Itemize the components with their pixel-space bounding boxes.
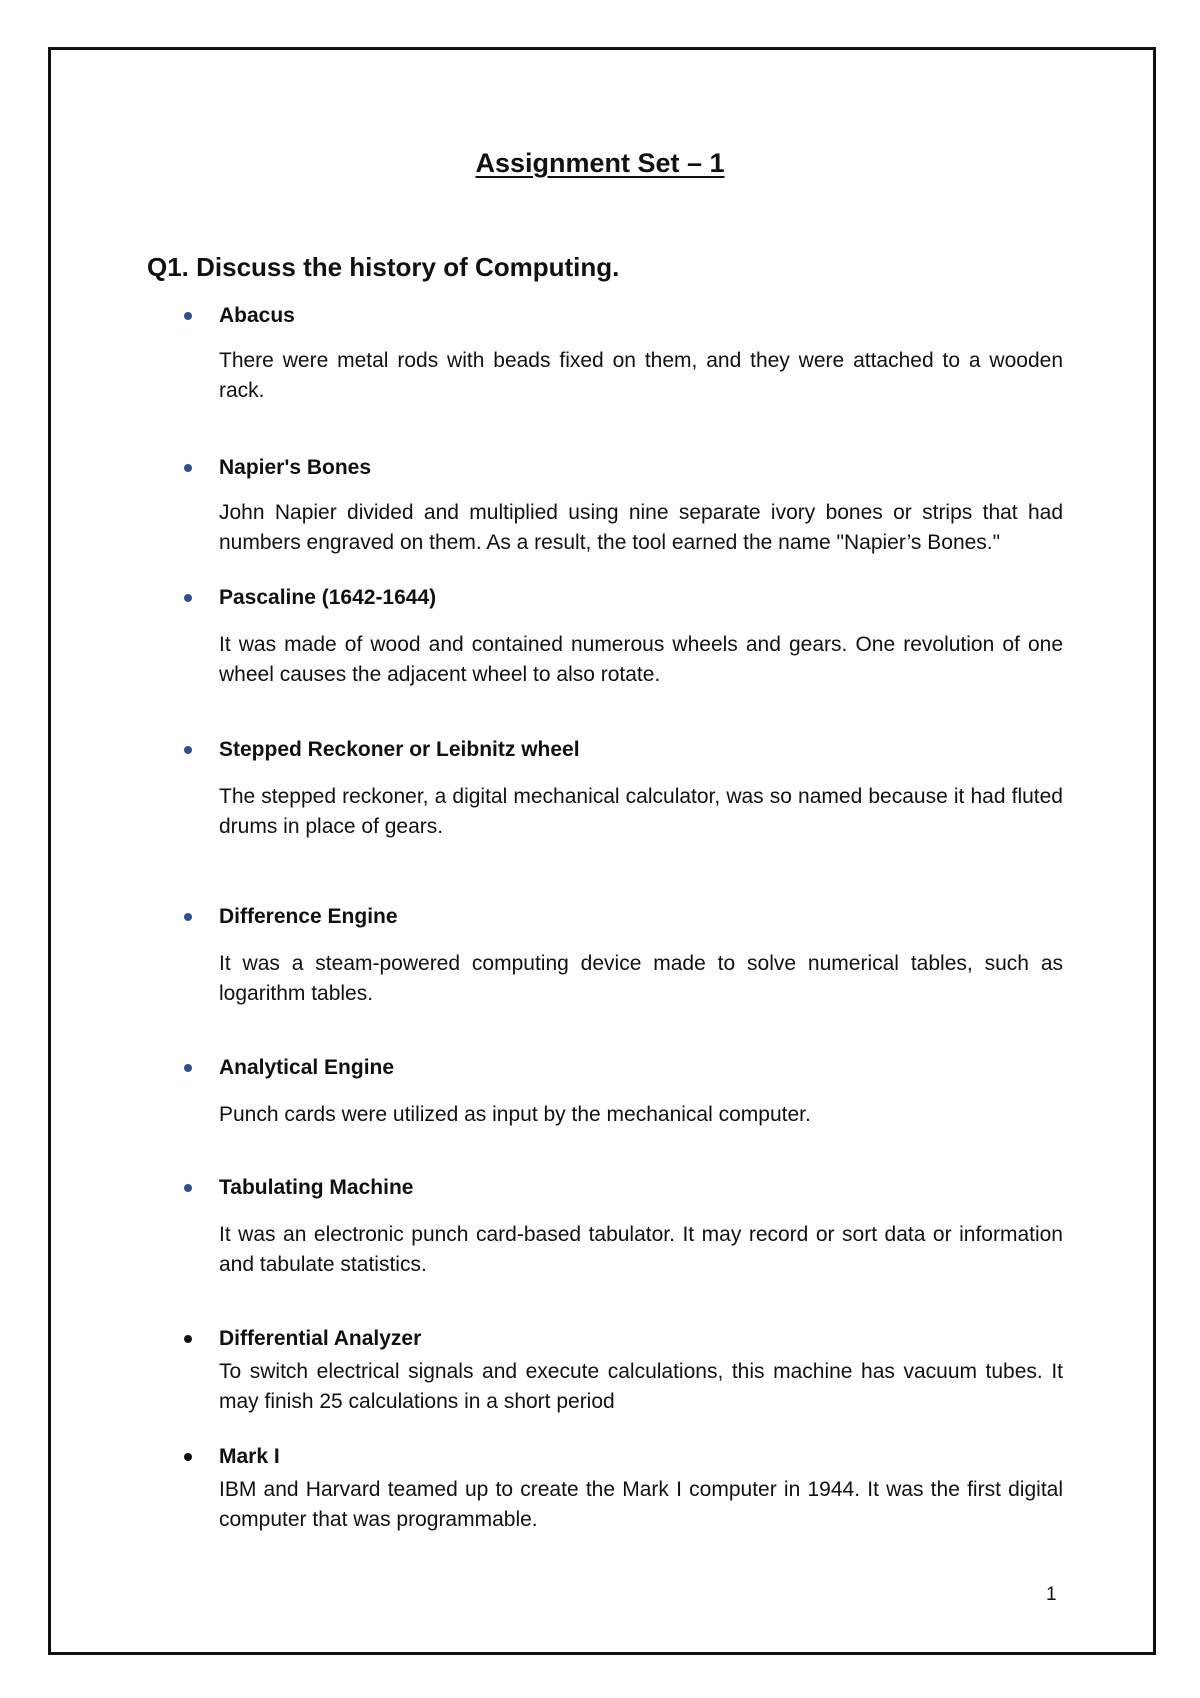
item-term: Tabulating Machine [219, 1176, 414, 1199]
list-item [147, 456, 1063, 554]
item-description: It was an electronic punch card-based tabulator. It may record or sort data or information and tabulate statistics. [219, 1223, 1063, 1276]
bullet-icon [184, 312, 192, 320]
item-description: It was a steam-powered computing device made to solve numerical tables, such as logarithm tables. [219, 952, 1063, 1005]
item-term: Differential Analyzer [219, 1327, 422, 1350]
item-description: To switch electrical signals and execute calculations, this machine has vacuum tubes. It may finish 25 calculations in a short period [219, 1360, 1063, 1413]
list-item [147, 304, 1063, 402]
item-term: Stepped Reckoner or Leibnitz wheel [219, 738, 580, 761]
item-term: Pascaline (1642-1644) [219, 586, 437, 609]
question-heading: Q1. Discuss the history of Computing. [147, 252, 620, 282]
list-item [147, 905, 1063, 1005]
list-item [147, 586, 1063, 686]
item-description: There were metal rods with beads fixed on them, and they were attached to a wooden rack. [219, 349, 1063, 402]
bullet-icon [184, 1453, 192, 1461]
bullet-icon [184, 464, 192, 472]
bullet-icon [184, 594, 192, 602]
list-item [147, 1327, 1063, 1413]
item-description: IBM and Harvard teamed up to create the Mark I computer in 1944. It was the first digital computer that was programmable. [219, 1478, 1063, 1531]
item-description: John Napier divided and multiplied using nine separate ivory bones or strips that had numbers engraved on them. As a result, the tool earned the name "Napier’s Bones." [219, 501, 1063, 554]
list-item [147, 1445, 1063, 1531]
bullet-icon [184, 1335, 192, 1343]
list-item [147, 738, 1063, 838]
list-item [147, 1056, 1063, 1126]
item-term: Mark I [219, 1445, 280, 1468]
item-description: Punch cards were utilized as input by the mechanical computer. [219, 1103, 811, 1126]
bullet-icon [184, 1064, 192, 1072]
item-term: Napier's Bones [219, 456, 372, 479]
item-description: The stepped reckoner, a digital mechanical calculator, was so named because it had fluted drums in place of gears. [219, 785, 1063, 838]
item-description: It was made of wood and contained numerous wheels and gears. One revolution of one wheel causes the adjacent wheel to also rotate. [219, 633, 1063, 686]
item-term: Analytical Engine [219, 1056, 395, 1079]
page-number: 1 [1046, 1584, 1057, 1605]
item-term: Abacus [219, 304, 295, 327]
document-title: Assignment Set – 1 [475, 148, 725, 178]
bullet-icon [184, 1184, 192, 1192]
list-item [147, 1176, 1063, 1276]
bullet-icon [184, 746, 192, 754]
bullet-icon [184, 913, 192, 921]
item-term: Difference Engine [219, 905, 398, 928]
